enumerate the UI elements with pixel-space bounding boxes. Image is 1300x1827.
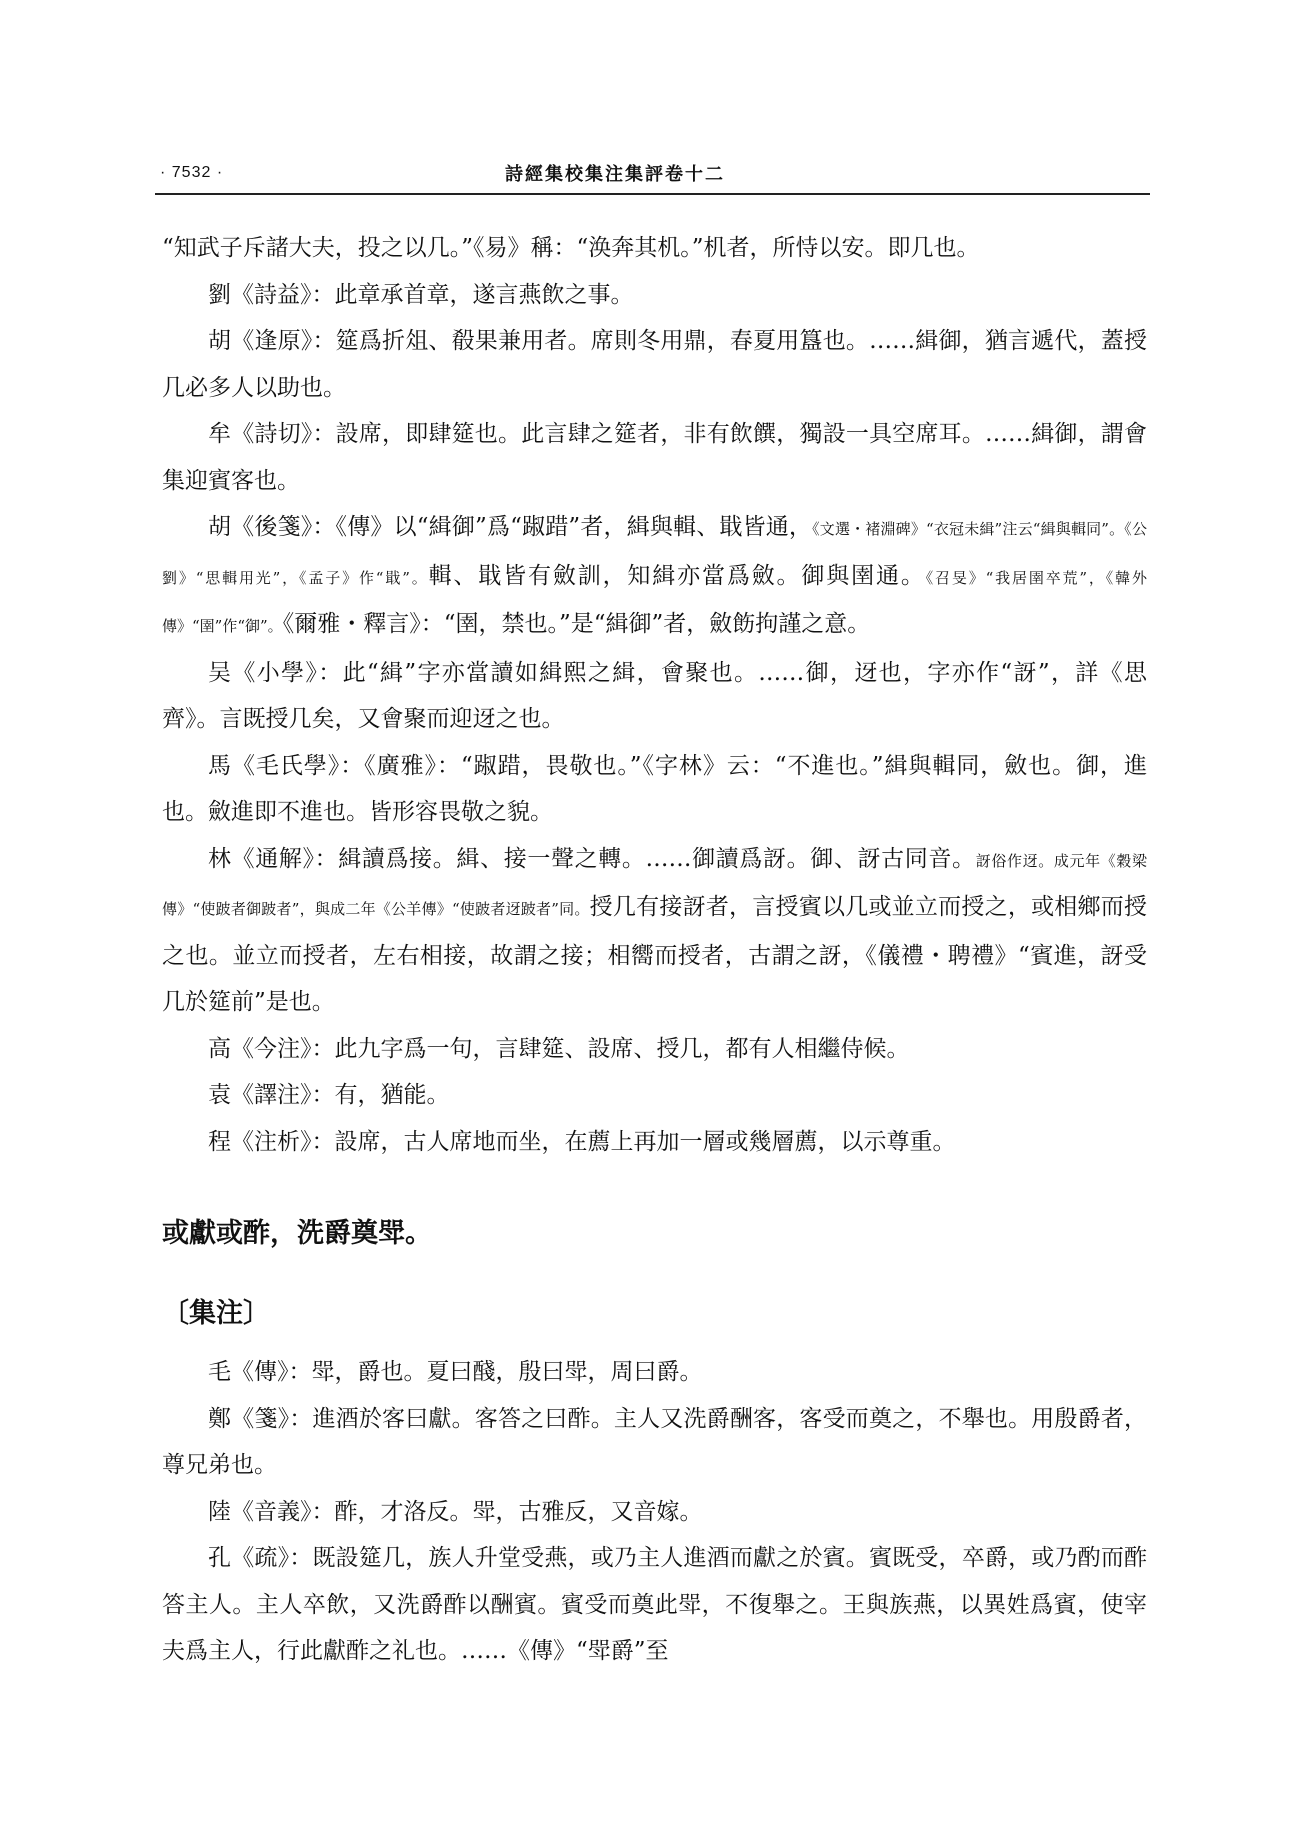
paragraph [162,504,1147,650]
small-note: 《文選・褚淵碑》“衣冠未緝”注云“緝與輯同”。《公劉》“思輯用光”，《孟子》作“戢”。 [162,520,1147,587]
small-note: 《召旻》“我居圉卒荒”，《韓外傳》“圉”作“御”。 [162,568,1147,635]
annotation-block [162,1349,1147,1675]
running-title: 詩經集校集注集評卷十二 [505,164,725,185]
text-run: 《爾雅・釋言》：“圉，禁也。”是“緝御”者，斂飭拘謹之意。 [282,611,871,637]
text-run: “知武子斥諸大夫，投之以几。”《易》稱：“涣奔其机。”机者，所恃以安。即几也。 [162,235,980,261]
paragraph [162,411,1147,504]
text-run: 袁《譯注》：有，猶能。 [208,1082,450,1108]
text-run: 馬《毛氏學》：《廣雅》：“踧踖，畏敬也。”《字林》云：“不進也。”緝與輯同，斂也。御，進也。斂進即不進也。皆形容畏敬之貌。 [162,752,1147,825]
page-number: · 7532 · [160,164,224,181]
text-run: 陸《音義》：酢，才洛反。斝，古雅反，又音嫁。 [208,1498,703,1525]
text-run: 孔《疏》：既設筵几，族人升堂受燕，或乃主人進酒而獻之於賓。賓既受，卒爵，或乃酌而酢答主人。主人卒飲，又洗爵酢以酬賓。賓受而奠此斝，不復舉之。王與族燕，以異姓爲賓，使宰夫爲主人，行此獻酢之礼也。……《傳》“斝爵”至 [162,1545,1147,1664]
paragraph [162,743,1147,836]
text-run: 牟《詩切》：設席，即肆筵也。此言肆之筵者，非有飲饌，獨設一具空席耳。……緝御，謂會集迎賓客也。 [162,421,1147,494]
paragraph [162,1349,1147,1396]
paragraph [162,1396,1147,1489]
paragraph [162,1119,1147,1166]
page-body [162,225,1147,1675]
small-note: 訝俗作迓。成元年《穀梁傳》“使跛者御跛者”，與成二年《公羊傳》“使跛者迓跛者”同。 [162,851,1147,918]
text-run: 胡《後箋》：《傳》以“緝御”爲“踧踖”者，緝與輯、戢皆通， [208,514,813,540]
header-rule [155,193,1150,195]
section-heading-jizhu: 〔集注〕 [162,1298,270,1329]
paragraph [162,650,1147,743]
text-run: 吴《小學》：此“緝”字亦當讀如緝熙之緝，會聚也。……御，迓也，字亦作“訝”，詳《思齊》。言既授几矣，又會聚而迎迓之也。 [162,659,1147,732]
commentary-block [162,225,1147,1165]
paragraph [162,225,1147,272]
running-header [160,158,1150,188]
text-run: 胡《逢原》：筵爲折俎、殽果兼用者。席則冬用鼎，春夏用簋也。……緝御，猶言遞代，蓋授几必多人以助也。 [162,328,1147,401]
verse-line: 或獻或酢，洗爵奠斝。 [162,1218,432,1249]
text-run: 高《今注》：此九字爲一句，言肆筵、設席、授几，都有人相繼侍候。 [208,1035,910,1062]
text-run: 程《注析》：設席，古人席地而坐，在薦上再加一層或幾層薦，以示尊重。 [208,1128,956,1155]
paragraph [162,1489,1147,1536]
paragraph [162,318,1147,411]
paragraph [162,836,1147,1026]
text-run: 輯、戢皆有斂訓，知緝亦當爲斂。御與圉通。 [428,562,926,589]
text-run: 毛《傳》：斝，爵也。夏曰醆，殷曰斝，周曰爵。 [208,1359,703,1385]
paragraph [162,1026,1147,1073]
text-run: 劉《詩益》：此章承首章，遂言燕飲之事。 [208,281,634,308]
paragraph [162,1535,1147,1675]
text-run: 授几有接訝者，言授賓以几或並立而授之，或相鄉而授之也。並立而授者，左右相接，故謂之接；相嚮而授者，古謂之訝，《儀禮・聘禮》“賓進，訝受几於筵前”是也。 [162,894,1147,1015]
paragraph [162,272,1147,319]
paragraph [162,1072,1147,1119]
text-run: 鄭《箋》：進酒於客曰獻。客答之曰酢。主人又洗爵酬客，客受而奠之，不舉也。用殷爵者，尊兄弟也。 [162,1405,1147,1478]
text-run: 林《通解》：緝讀爲接。緝、接一聲之轉。……御讀爲訝。御、訝古同音。 [208,845,976,872]
